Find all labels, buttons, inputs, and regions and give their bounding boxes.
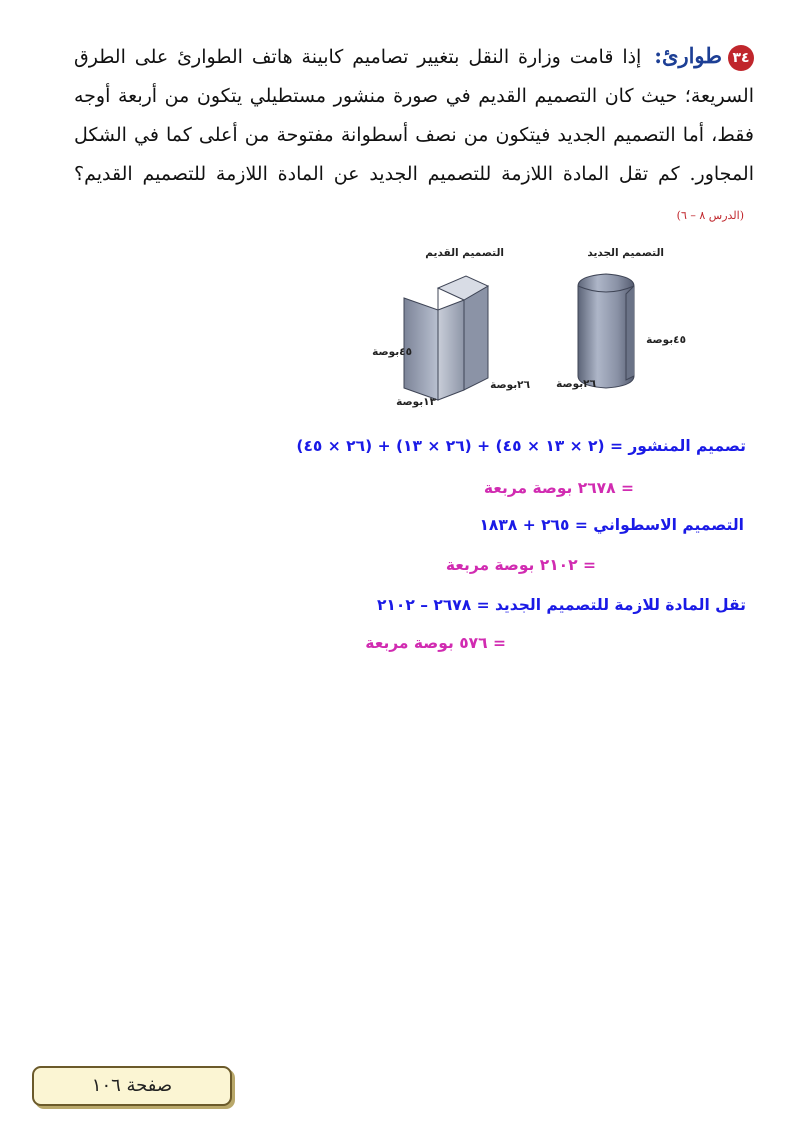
problem-statement [74,36,754,235]
cylinder-surface-equation: التصميم الاسطواني = ٢٦٥ + ١٨٣٨ [479,516,744,534]
new-design-label: التصميم الجديد [587,247,664,259]
booth-designs-figure [360,238,686,418]
booth-designs-illustration [360,238,680,418]
new-diameter-label: ٢٦بوصة [556,378,596,390]
old-height-label: ٤٥بوصة [372,346,412,358]
new-height-label: ٤٥بوصة [646,334,686,346]
prism-surface-equation: تصميم المنشور = (٢ × ١٣ × ٤٥) + (٢٦ × ١٣) + (٢٦ × ٤٥) [296,437,746,455]
question-text: إذا قامت وزارة النقل بتغيير تصاميم كابينة هاتف الطوارئ على الطرق السريعة؛ حيث كان التصميم القديم في صورة منشور مستطيلي يتكون من أربعة أوجه فقط، أما التصميم الجديد فيتكون من نصف أسطوانة مفتوحة من أعلى كما في الشكل المجاور. كم تقل المادة اللازمة للتصميم الجديد عن المادة اللازمة للتصميم القديم؟ [74,46,754,185]
page-number-box [32,1066,232,1106]
difference-result: = ٥٧٦ بوصة مربعة [365,634,506,652]
question-title: طوارئ: [654,43,722,68]
old-design-prism [404,276,488,400]
old-design-label: التصميم القديم [425,247,504,259]
question-number-badge: ٣٤ [728,45,754,71]
cylinder-surface-result: = ٢١٠٢ بوصة مربعة [445,556,596,574]
difference-equation: تقل المادة للازمة للتصميم الجديد = ٢٦٧٨ – ٢١٠٢ [376,596,746,614]
lesson-reference: (الدرس ٨ – ٦) [676,209,744,222]
prism-surface-result: = ٢٦٧٨ بوصة مربعة [483,479,634,497]
page-number: صفحة ١٠٦ [91,1075,173,1096]
old-width-label: ٢٦بوصة [490,379,530,391]
old-depth-label: ١٣بوصة [396,396,436,408]
new-design-half-cylinder [578,274,634,388]
